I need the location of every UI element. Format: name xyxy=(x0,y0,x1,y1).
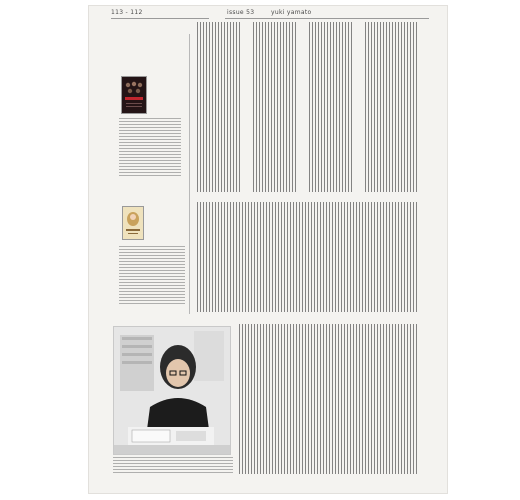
body-column-1 xyxy=(309,22,353,192)
poster-caption xyxy=(119,118,181,178)
body-column-2 xyxy=(253,22,297,192)
sidebar-divider xyxy=(189,34,190,314)
photo-caption xyxy=(113,457,233,475)
body-column-3 xyxy=(197,22,241,192)
body-column-bottom xyxy=(239,324,417,474)
magazine-page xyxy=(88,5,448,494)
page-numbers: 113 - 112 xyxy=(111,9,143,16)
header-rule-left xyxy=(111,18,209,19)
author-name: yuki yamato xyxy=(271,9,312,16)
book-cover-image xyxy=(123,207,143,239)
author-photo-image xyxy=(114,327,230,454)
poster-image xyxy=(122,77,146,113)
book-thumbnail xyxy=(122,206,144,240)
body-column-mid xyxy=(197,202,417,312)
header-rule-right xyxy=(225,18,429,19)
body-column-0 xyxy=(365,22,417,192)
poster-thumbnail xyxy=(121,76,147,114)
issue-label: issue 53 xyxy=(227,9,255,16)
author-photo xyxy=(113,326,231,455)
book-caption xyxy=(119,246,185,304)
